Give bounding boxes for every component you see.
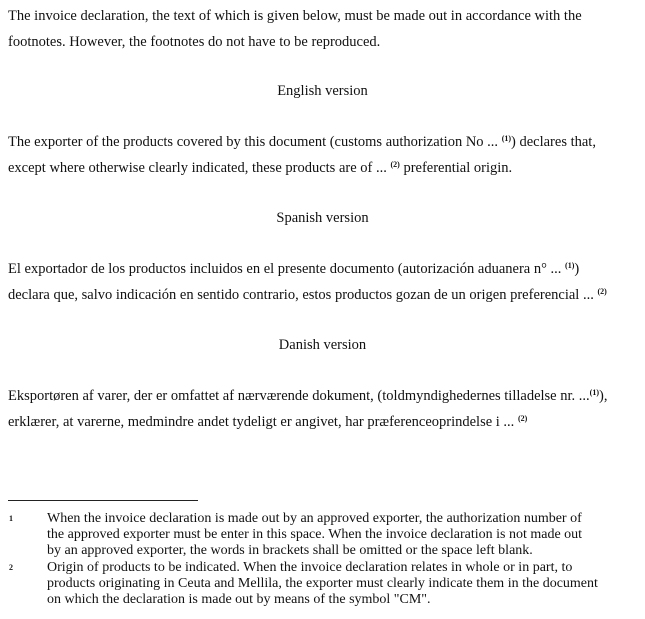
footnote-ref-1: (1) (589, 388, 599, 397)
footnote-divider (8, 500, 198, 501)
footnote-1-line: by an approved exporter, the words in brackets shall be omitted or the space left blank. (47, 543, 533, 558)
footnote-ref-2: (2) (597, 287, 607, 296)
footnote-2-number: 2 (9, 563, 13, 572)
footnote-1-line: When the invoice declaration is made out by an approved exporter, the authorization number of (47, 511, 582, 526)
spanish-line-1-end: ) (574, 261, 580, 277)
footnote-2-line: Origin of products to be indicated. When the invoice declaration relates in whole or in part, to (47, 560, 573, 575)
footnote-2-line: products originating in Ceuta and Mellila, the exporter must clearly indicate them in the document (47, 576, 598, 591)
english-line-1-end: ) declares that, (511, 134, 596, 150)
footnote-2-line: on which the declaration is made out by means of the symbol "CM". (47, 592, 431, 607)
danish-line-1-end: ), (598, 388, 608, 404)
spanish-line-1-text: El exportador de los productos incluidos en el presente documento (autorización aduanera n° ... (8, 261, 566, 277)
danish-version-heading: Danish version (278, 337, 367, 353)
english-version-heading: English version (277, 83, 368, 99)
footnote-1-number: 1 (9, 514, 13, 523)
footnote-ref-2: (2) (517, 414, 528, 423)
english-line-2-text: except where otherwise clearly indicated, these products are of ... (8, 160, 391, 176)
intro-line-2: footnotes. However, the footnotes do not have to be reproduced. (8, 34, 381, 50)
danish-declaration (8, 383, 638, 435)
danish-line-2-text: erklærer, at varerne, medmindre andet tydeligt er angivet, har præferenceoprindelse i ... (8, 414, 518, 430)
english-line-2-end: preferential origin. (399, 160, 513, 176)
intro-line-1: The invoice declaration, the text of which is given below, must be made out in accordance with the (8, 8, 582, 24)
spanish-version-heading: Spanish version (276, 210, 369, 226)
english-line-1-text: The exporter of the products covered by this document (customs authorization No ... (8, 134, 502, 150)
intro-paragraph (8, 3, 638, 55)
english-declaration (8, 129, 638, 181)
danish-line-1-text: Eksportøren af varer, der er omfattet af nærværende dokument, (toldmyndighedernes tilladelse nr. ... (8, 388, 590, 404)
spanish-line-2-text: declara que, salvo indicación en sentido contrario, estos productos gozan de un origen preferencial ... (8, 287, 598, 303)
footnote-1-line: the approved exporter must be enter in this space. When the invoice declaration is not made out (47, 527, 583, 542)
footnote-1-text (47, 511, 642, 559)
footnote-ref-1: (1) (501, 134, 512, 143)
footnote-2-text (47, 560, 642, 608)
footnote-ref-2: (2) (390, 160, 400, 169)
footnote-ref-1: (1) (565, 261, 575, 270)
spanish-declaration (8, 256, 638, 308)
